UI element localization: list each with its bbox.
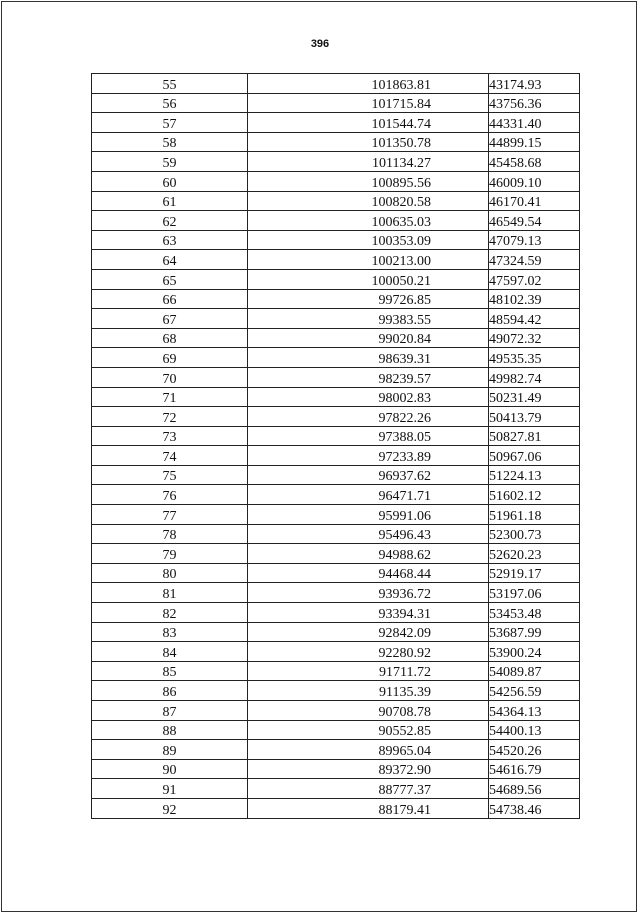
y-coordinate-cell: 50231.49	[489, 387, 580, 407]
x-coordinate-cell: 101715.84	[248, 93, 489, 113]
point-number-cell: 70	[92, 367, 248, 387]
table-row	[92, 250, 580, 270]
x-coordinate-cell: 100213.00	[248, 250, 489, 270]
x-coordinate-cell: 96471.71	[248, 485, 489, 505]
x-coordinate-cell: 94468.44	[248, 563, 489, 583]
y-coordinate-cell: 54400.13	[489, 720, 580, 740]
y-coordinate-cell: 54520.26	[489, 740, 580, 760]
y-coordinate-cell: 51602.12	[489, 485, 580, 505]
x-coordinate-cell: 97822.26	[248, 407, 489, 427]
x-coordinate-cell: 98239.57	[248, 367, 489, 387]
y-coordinate-cell: 49982.74	[489, 367, 580, 387]
point-number-cell: 55	[92, 74, 248, 94]
y-coordinate-cell: 50967.06	[489, 446, 580, 466]
point-number-cell: 64	[92, 250, 248, 270]
y-coordinate-cell: 50827.81	[489, 426, 580, 446]
x-coordinate-cell: 93394.31	[248, 603, 489, 623]
table-row	[92, 505, 580, 525]
x-coordinate-cell: 89965.04	[248, 740, 489, 760]
x-coordinate-cell: 101544.74	[248, 113, 489, 133]
point-number-cell: 78	[92, 524, 248, 544]
table-row	[92, 171, 580, 191]
y-coordinate-cell: 54616.79	[489, 759, 580, 779]
y-coordinate-cell: 52300.73	[489, 524, 580, 544]
point-number-cell: 59	[92, 152, 248, 172]
x-coordinate-cell: 95496.43	[248, 524, 489, 544]
x-coordinate-cell: 89372.90	[248, 759, 489, 779]
point-number-cell: 73	[92, 426, 248, 446]
table-row	[92, 211, 580, 231]
point-number-cell: 85	[92, 661, 248, 681]
table-row	[92, 465, 580, 485]
x-coordinate-cell: 96937.62	[248, 465, 489, 485]
y-coordinate-cell: 53453.48	[489, 603, 580, 623]
table-row	[92, 798, 580, 818]
point-number-cell: 71	[92, 387, 248, 407]
y-coordinate-cell: 43756.36	[489, 93, 580, 113]
table-row	[92, 701, 580, 721]
table-row	[92, 583, 580, 603]
table-row	[92, 113, 580, 133]
point-number-cell: 80	[92, 563, 248, 583]
point-number-cell: 66	[92, 289, 248, 309]
table-row	[92, 328, 580, 348]
point-number-cell: 62	[92, 211, 248, 231]
table-row	[92, 642, 580, 662]
x-coordinate-cell: 97388.05	[248, 426, 489, 446]
y-coordinate-cell: 51224.13	[489, 465, 580, 485]
table-row	[92, 74, 580, 94]
y-coordinate-cell: 48102.39	[489, 289, 580, 309]
x-coordinate-cell: 93936.72	[248, 583, 489, 603]
table-row	[92, 446, 580, 466]
y-coordinate-cell: 47324.59	[489, 250, 580, 270]
point-number-cell: 90	[92, 759, 248, 779]
x-coordinate-cell: 92842.09	[248, 622, 489, 642]
table-row	[92, 759, 580, 779]
point-number-cell: 74	[92, 446, 248, 466]
x-coordinate-cell: 95991.06	[248, 505, 489, 525]
point-number-cell: 75	[92, 465, 248, 485]
y-coordinate-cell: 43174.93	[489, 74, 580, 94]
point-number-cell: 84	[92, 642, 248, 662]
x-coordinate-cell: 100050.21	[248, 269, 489, 289]
table-row	[92, 191, 580, 211]
y-coordinate-cell: 49535.35	[489, 348, 580, 368]
table-row	[92, 524, 580, 544]
y-coordinate-cell: 50413.79	[489, 407, 580, 427]
x-coordinate-cell: 99383.55	[248, 309, 489, 329]
point-number-cell: 68	[92, 328, 248, 348]
x-coordinate-cell: 99726.85	[248, 289, 489, 309]
table-row	[92, 544, 580, 564]
table-row	[92, 622, 580, 642]
y-coordinate-cell: 48594.42	[489, 309, 580, 329]
y-coordinate-cell: 53900.24	[489, 642, 580, 662]
x-coordinate-cell: 100635.03	[248, 211, 489, 231]
y-coordinate-cell: 45458.68	[489, 152, 580, 172]
y-coordinate-cell: 52919.17	[489, 563, 580, 583]
table-row	[92, 93, 580, 113]
y-coordinate-cell: 47597.02	[489, 269, 580, 289]
point-number-cell: 82	[92, 603, 248, 623]
point-number-cell: 83	[92, 622, 248, 642]
point-number-cell: 58	[92, 132, 248, 152]
page-number: 396	[310, 38, 330, 50]
y-coordinate-cell: 51961.18	[489, 505, 580, 525]
point-number-cell: 67	[92, 309, 248, 329]
x-coordinate-cell: 101350.78	[248, 132, 489, 152]
table-row	[92, 740, 580, 760]
y-coordinate-cell: 46549.54	[489, 211, 580, 231]
table-row	[92, 230, 580, 250]
y-coordinate-cell: 54089.87	[489, 661, 580, 681]
y-coordinate-cell: 52620.23	[489, 544, 580, 564]
x-coordinate-cell: 88179.41	[248, 798, 489, 818]
point-number-cell: 77	[92, 505, 248, 525]
table-row	[92, 269, 580, 289]
x-coordinate-cell: 92280.92	[248, 642, 489, 662]
y-coordinate-cell: 46170.41	[489, 191, 580, 211]
y-coordinate-cell: 54364.13	[489, 701, 580, 721]
point-number-cell: 65	[92, 269, 248, 289]
point-number-cell: 89	[92, 740, 248, 760]
table-row	[92, 681, 580, 701]
point-number-cell: 81	[92, 583, 248, 603]
point-number-cell: 56	[92, 93, 248, 113]
x-coordinate-cell: 98002.83	[248, 387, 489, 407]
point-number-cell: 60	[92, 171, 248, 191]
y-coordinate-cell: 44899.15	[489, 132, 580, 152]
table-row	[92, 407, 580, 427]
table-row	[92, 348, 580, 368]
x-coordinate-cell: 100820.58	[248, 191, 489, 211]
table-row	[92, 152, 580, 172]
table-row	[92, 426, 580, 446]
table-row	[92, 485, 580, 505]
point-number-cell: 57	[92, 113, 248, 133]
x-coordinate-cell: 101863.81	[248, 74, 489, 94]
point-number-cell: 61	[92, 191, 248, 211]
x-coordinate-cell: 91711.72	[248, 661, 489, 681]
x-coordinate-cell: 101134.27	[248, 152, 489, 172]
table-row	[92, 387, 580, 407]
y-coordinate-cell: 53687.99	[489, 622, 580, 642]
y-coordinate-cell: 54689.56	[489, 779, 580, 799]
table-row	[92, 603, 580, 623]
x-coordinate-cell: 99020.84	[248, 328, 489, 348]
y-coordinate-cell: 46009.10	[489, 171, 580, 191]
point-number-cell: 69	[92, 348, 248, 368]
point-number-cell: 63	[92, 230, 248, 250]
x-coordinate-cell: 94988.62	[248, 544, 489, 564]
y-coordinate-cell: 54738.46	[489, 798, 580, 818]
y-coordinate-cell: 49072.32	[489, 328, 580, 348]
coordinates-table	[91, 73, 580, 819]
point-number-cell: 76	[92, 485, 248, 505]
x-coordinate-cell: 88777.37	[248, 779, 489, 799]
x-coordinate-cell: 100353.09	[248, 230, 489, 250]
point-number-cell: 92	[92, 798, 248, 818]
point-number-cell: 79	[92, 544, 248, 564]
x-coordinate-cell: 100895.56	[248, 171, 489, 191]
point-number-cell: 88	[92, 720, 248, 740]
point-number-cell: 91	[92, 779, 248, 799]
point-number-cell: 86	[92, 681, 248, 701]
table-row	[92, 661, 580, 681]
y-coordinate-cell: 44331.40	[489, 113, 580, 133]
table-row	[92, 779, 580, 799]
table-body	[92, 74, 580, 819]
y-coordinate-cell: 54256.59	[489, 681, 580, 701]
table-row	[92, 563, 580, 583]
table-row	[92, 289, 580, 309]
point-number-cell: 72	[92, 407, 248, 427]
x-coordinate-cell: 90552.85	[248, 720, 489, 740]
y-coordinate-cell: 47079.13	[489, 230, 580, 250]
x-coordinate-cell: 97233.89	[248, 446, 489, 466]
x-coordinate-cell: 90708.78	[248, 701, 489, 721]
point-number-cell: 87	[92, 701, 248, 721]
table-row	[92, 309, 580, 329]
table-row	[92, 132, 580, 152]
x-coordinate-cell: 91135.39	[248, 681, 489, 701]
table-row	[92, 367, 580, 387]
table-row	[92, 720, 580, 740]
y-coordinate-cell: 53197.06	[489, 583, 580, 603]
x-coordinate-cell: 98639.31	[248, 348, 489, 368]
